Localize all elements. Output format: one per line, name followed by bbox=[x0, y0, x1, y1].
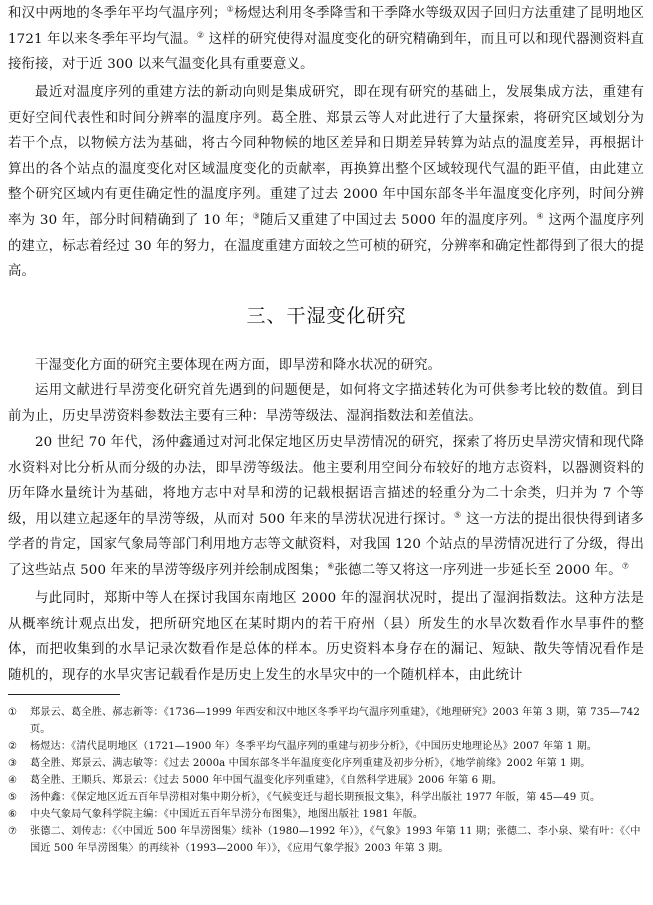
footnote-reference[interactable]: ① bbox=[226, 4, 235, 14]
footnote-reference[interactable]: ③ bbox=[252, 211, 260, 221]
footnote-list bbox=[8, 704, 644, 857]
footnote-reference[interactable]: ⑦ bbox=[621, 561, 630, 571]
body-paragraph bbox=[8, 586, 644, 688]
footnote-item bbox=[8, 738, 644, 755]
footnote-mark: ④ bbox=[8, 775, 18, 786]
paragraph-text: 运用文献进行旱涝变化研究首先遇到的问题便是，如何将文字描述转化为可供参考比较的数值。到目前为止，历史旱涝资料参数法主要有三种：旱涝等级法、湿润指数法和差值法。 bbox=[8, 383, 644, 424]
body-paragraph bbox=[8, 1, 644, 78]
paragraph-text: 与此同时，郑斯中等人在探讨我国东南地区 2000 年的湿润状况时，提出了湿润指数法。这种方法是从概率统计观点出发，把所研究地区在某时期内的若干府州（县）所发生的水旱次数看作水旱事件的整体，而把收集到的水旱记录次数看作是总体的样本。历史资料本身存在的漏记、短缺、散失等情况看作是随机的，现存的水旱灾害记载看作是历史上发生的水旱灾中的一个随机样本，由此统计 bbox=[8, 591, 644, 683]
footnote-item bbox=[8, 755, 644, 772]
footnote-mark: ③ bbox=[8, 758, 18, 769]
footnote-item bbox=[8, 823, 644, 857]
paragraph-text: 和汉中两地的冬季年平均气温序列； bbox=[8, 6, 227, 21]
footnote-reference[interactable]: ⑥ bbox=[327, 561, 335, 571]
footnote-text: 葛全胜、王顺兵、郑景云：《过去 5000 年中国气温变化序列重建》，《自然科学进展》2006 年第 6 期。 bbox=[30, 775, 503, 786]
body-paragraph bbox=[8, 80, 644, 285]
body-paragraph bbox=[8, 430, 644, 584]
footnote-text: 郑景云、葛全胜、郝志新等：《1736—1999 年西安和汉中地区冬季平均气温序列重建》，《地理研究》2003 年第 3 期，第 735—742 页。 bbox=[30, 707, 640, 735]
footnote-reference[interactable]: ② bbox=[196, 30, 205, 40]
footnote-text: 汤仲鑫：《保定地区近五百年旱涝相对集中期分析》，《气候变迁与超长期预报文集》，科学出版社 1977 年版，第 45—49 页。 bbox=[30, 792, 601, 803]
footnote-reference[interactable]: ④ bbox=[536, 211, 544, 221]
footnote-item bbox=[8, 772, 644, 789]
paragraph-text: 20 世纪 70 年代，汤仲鑫通过对河北保定地区历史旱涝情况的研究，探索了将历史旱涝灾情和现代降水资料对比分析从而分级的办法，即旱涝等级法。他主要利用空间分布较好的地方志资料，以器测资料的历年降水量统计为基础，将地方志中对旱和涝的记载根据语言描述的轻重分为二十余类，归并为 7 个等级，用以建立起逐年的旱涝等级，从而对 500 年来的旱涝状况进行探讨。 bbox=[8, 435, 644, 527]
footnote-divider bbox=[8, 694, 120, 695]
footnote-text: 葛全胜、郑景云、满志敏等：《过去 2000a 中国东部冬半年温度变化序列重建及初步分析》，《地学前缘》2002 年第 1 期。 bbox=[30, 758, 591, 769]
footnote-mark: ① bbox=[8, 707, 18, 718]
footnote-mark: ⑦ bbox=[8, 826, 18, 837]
footnote-mark: ⑥ bbox=[8, 809, 18, 820]
paragraph-text: 这两个温度序列的建立，标志着经过 30 年的努力，在温度重建方面较之竺可桢的研究，分辨率和确定性都得到了很大的提高。 bbox=[8, 212, 644, 280]
footnote-item bbox=[8, 704, 644, 738]
footnote-text: 中央气象局气象科学院主编：《中国近五百年旱涝分布图集》，地图出版社 1981 年版。 bbox=[30, 809, 424, 820]
footnote-item bbox=[8, 806, 644, 823]
paragraph-text: 随后又重建了中国过去 5000 年的温度序列。 bbox=[259, 212, 537, 228]
body-paragraph bbox=[8, 353, 644, 379]
footnote-mark: ⑤ bbox=[8, 792, 18, 803]
paragraph-text: 干湿变化方面的研究主要体现在两方面，即旱涝和降水状况的研究。 bbox=[35, 358, 442, 373]
section-heading: 三、干湿变化研究 bbox=[246, 305, 407, 327]
paragraph-text: 杨煜达利用冬季降雪和干季降水等级双因子回归方法重建了昆明地区 1721 年以来冬季年平均气温。 bbox=[8, 6, 644, 47]
footnote-reference[interactable]: ⑤ bbox=[454, 510, 462, 520]
paragraph-text: 最近对温度序列的重建方法的新动向则是集成研究，即在现有研究的基础上，发展集成方法，重建有更好空间代表性和时间分辨率的温度序列。葛全胜、郑景云等人对此进行了大量探索，将研究区域划分为若干个点，以物候方法为基础，将古今同种物候的地区差异和日期差异转算为站点的温度差异，再根据计算出的各个站点的温度变化对区域温度变化的贡献率，再换算出整个区域较现代气温的距平值，由此建立整个研究区域内有更佳确定性的温度序列。重建了过去 2000 年中国东部冬半年温度变化序列，时间分辨率为 30 年，部分时间精确到了 10 年； bbox=[8, 85, 644, 228]
paragraph-text: 这一方法的提出很快得到诸多学者的肯定，国家气象局等部门利用地方志等文献资料，对我国 120 个站点的旱涝情况进行了分级，得出了这些站点 500 年来的旱涝等级序列并绘制成图集； bbox=[8, 511, 644, 578]
body-paragraph bbox=[8, 378, 644, 429]
footnote-mark: ② bbox=[8, 741, 18, 752]
footnote-text: 杨煜达：《清代昆明地区（1721—1900 年）冬季平均气温序列的重建与初步分析》，《中国历史地理论丛》2007 年第 1 期。 bbox=[30, 741, 598, 752]
paragraph-text: 张德二等又将这一序列进一步延长至 2000 年。 bbox=[334, 562, 622, 578]
footnote-text: 张德二、刘传志：《〈中国近 500 年旱涝图集〉续补（1980—1992 年）》，《气象》1993 年第 11 期；张德二、李小泉、梁有叶：《〈中国近 500 年旱涝图集〉的再续补（1993—2000 年）》，《应用气象学报》2003 年第 3 期。 bbox=[30, 826, 641, 854]
paragraph-text: 这样的研究使得对温度变化的研究精确到年，而且可以和现代器测资料直接衔接，对于近 300 以来气温变化具有重要意义。 bbox=[8, 31, 644, 73]
footnote-item bbox=[8, 789, 644, 806]
